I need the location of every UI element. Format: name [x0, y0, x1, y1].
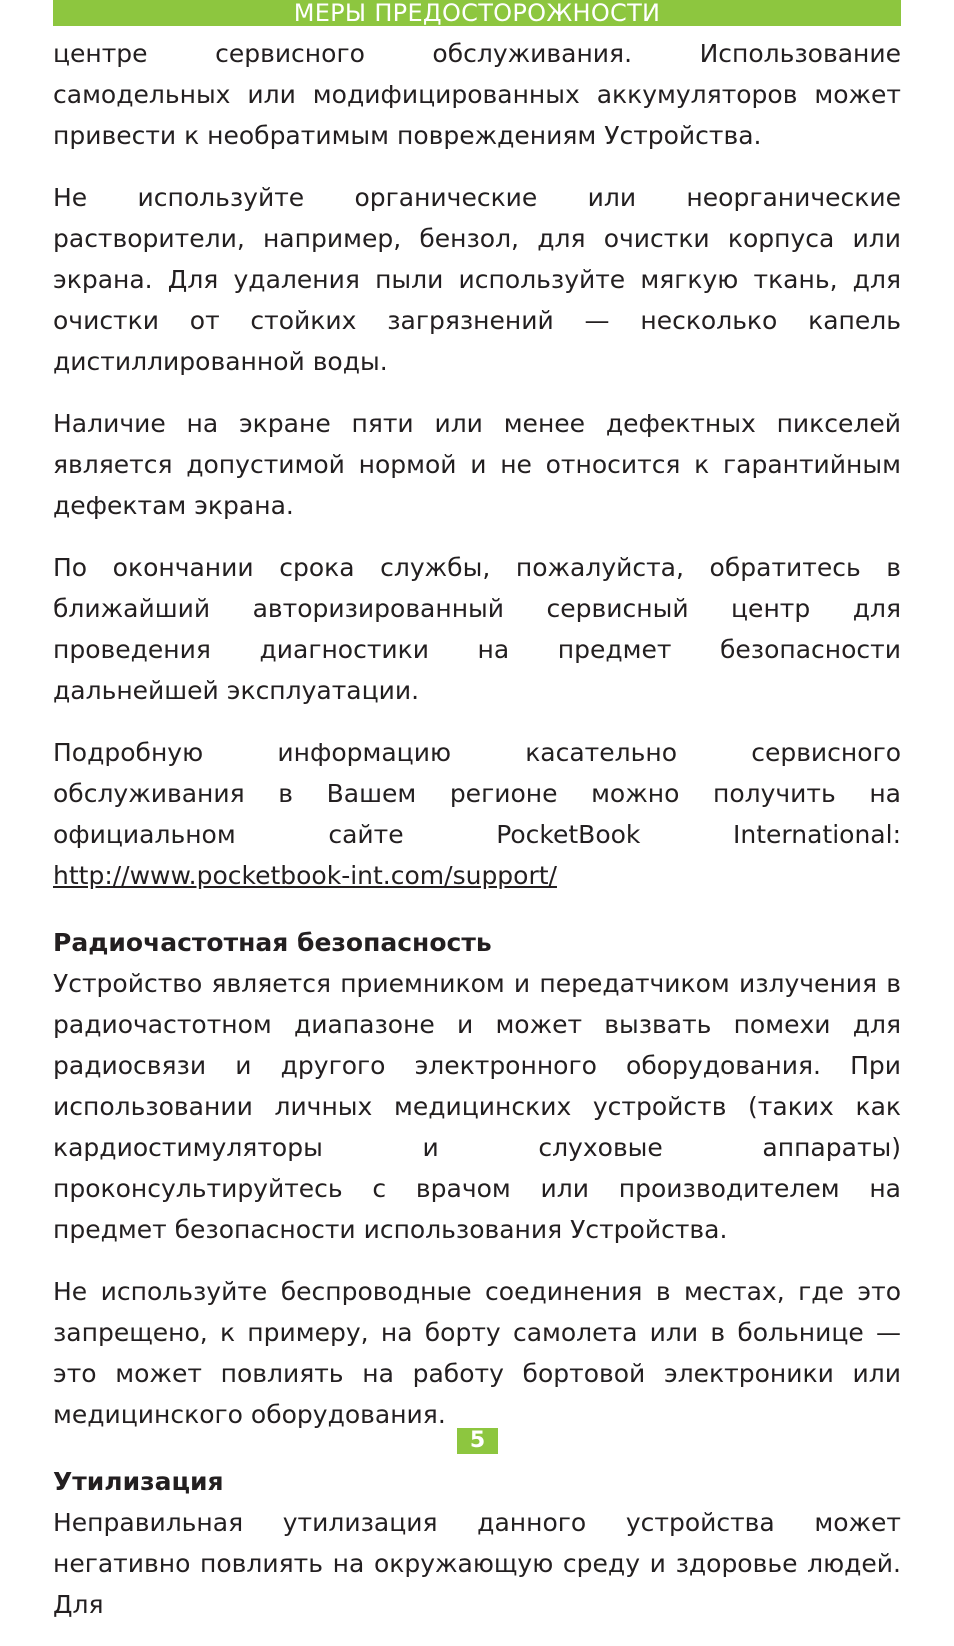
heading-radio-safety: Радиочастотная безопасность	[53, 928, 492, 957]
page-header	[53, 0, 901, 26]
paragraph-cleaning: Не используйте органические или неорганические растворители, например, бензол, для очистки корпуса или экрана. Для удаления пыли используйте мягкую ткань, для очистки от стойких загрязнений — несколько капель дистиллированной воды.	[53, 183, 901, 376]
paragraph-service-life: По окончании срока службы, пожалуйста, обратитесь в ближайший авторизированный сервисный центр для проведения диагностики на предмет безопасности дальнейшей эксплуатации.	[53, 553, 901, 705]
paragraph-pixels: Наличие на экране пяти или менее дефектных пикселей является допустимой нормой и не относится к гарантийным дефектам экрана.	[53, 409, 901, 520]
support-link[interactable]: http://www.pocketbook-int.com/support/	[53, 861, 557, 890]
page-number: 5	[469, 1428, 486, 1453]
page-content	[53, 33, 901, 1646]
paragraph-service-info	[53, 732, 901, 896]
service-info-text: Подробную информацию касательно сервисного обслуживания в Вашем регионе можно получить на официальном сайте PocketBook International:	[53, 738, 901, 849]
section-title: МЕРЫ ПРЕДОСТОРОЖНОСТИ	[293, 0, 661, 26]
paragraph-disposal: Неправильная утилизация данного устройства может негативно повлиять на окружающую среду и здоровье людей. Для	[53, 1508, 901, 1619]
paragraph-battery: центре сервисного обслуживания. Использование самодельных или модифицированных аккумуляторов может привести к необратимым повреждениям Устройства.	[53, 39, 901, 150]
paragraph-wireless-restrictions: Не используйте беспроводные соединения в местах, где это запрещено, к примеру, на борту самолета или в больнице — это может повлиять на работу бортовой электроники или медицинского оборудования.	[53, 1277, 901, 1429]
heading-disposal: Утилизация	[53, 1467, 224, 1496]
paragraph-radio-emission: Устройство является приемником и передатчиком излучения в радиочастотном диапазоне и может вызвать помехи для радиосвязи и другого электронного оборудования. При использовании личных медицинских устройств (таких как кардиостимуляторы и слуховые аппараты) проконсультируйтесь с врачом или производителем на предмет безопасности использования Устройства.	[53, 969, 901, 1244]
page-number-badge	[457, 1428, 498, 1454]
